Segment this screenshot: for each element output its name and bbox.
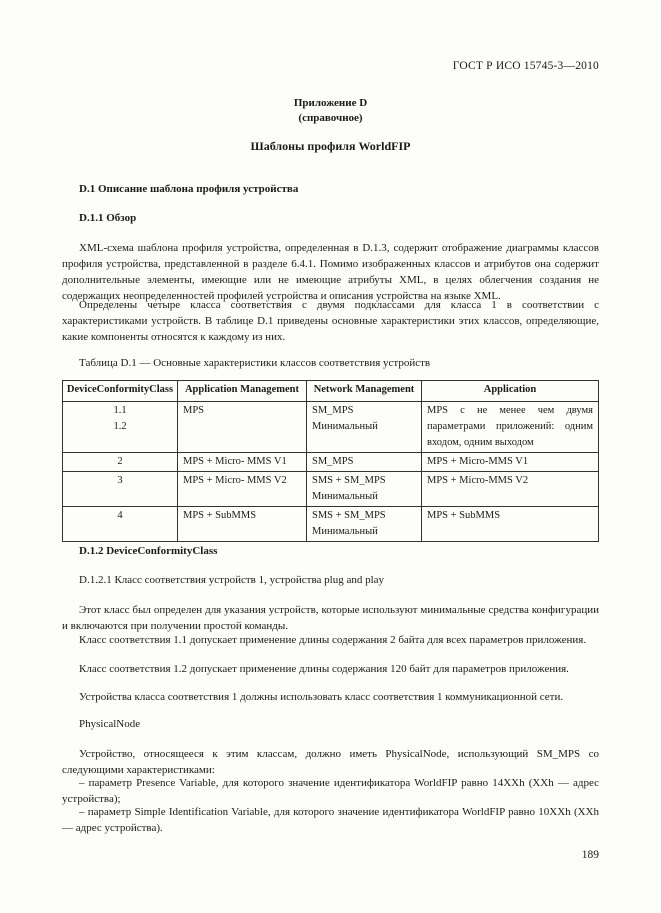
paragraph-conformity-classes: Определены четыре класса соответствия с двумя подклассами для класса 1 в соответствии с характеристиками устройств. В таблице D.1 приведены основные характеристики этих классов, определяющие, какие компоненты относятся к каждому из них. xyxy=(62,299,599,343)
cell-application-management: MPS + Micro- MMS V1 xyxy=(178,453,307,472)
subsection-heading-d1-2-1: D.1.2.1 Класс соответствия устройств 1, устройства plug and play xyxy=(79,574,385,586)
section-heading-d11: D.1.1 Обзор xyxy=(79,212,137,224)
list-item-presence-variable: – параметр Presence Variable, для которого значение идентификатора WorldFIP равно 14XXh (XXh — адрес устройства); xyxy=(62,777,599,805)
paragraph-class-1-network: Устройства класса соответствия 1 должны использовать класс соответствия 1 коммуникационной сети. xyxy=(79,691,564,703)
list-item-identification-variable: – параметр Simple Identification Variable, для которого значение идентификатора WorldFIP равно 10XXh (XXh — адрес устройства). xyxy=(62,806,599,834)
table-header-row xyxy=(63,381,599,402)
network-value: SMS + SM_MPS xyxy=(312,475,386,486)
section-heading-d12: D.1.2 DeviceConformityClass xyxy=(79,545,218,557)
table-row xyxy=(63,472,599,507)
paragraph-class-1-1: Класс соответствия 1.1 допускает применение длины содержания 2 байта для всех параметров приложения. xyxy=(79,634,587,646)
paragraph-physical-node: Устройство, относящееся к этим классам, должно иметь PhysicalNode, использующий SM_MPS со следующими характеристиками: xyxy=(62,748,599,776)
cell-class: 3 xyxy=(63,472,178,507)
paragraph-class-purpose: Этот класс был определен для указания устройств, которые используют минимальные средства конфигурации и включаются при получении простой команды. xyxy=(62,604,599,632)
paragraph-xml-schema: XML-схема шаблона профиля устройства, определенная в D.1.3, содержит отображение диаграммы классов профиля устройства, представленной в разделе 6.4.1. Помимо изображенных классов и атрибутов она содержит дополнительные элементы, имеющие или не имеющие атрибуты XML, в целях облегчения создания не содержащих неопределенностей профилей устройства и описания устройства на языке XML. xyxy=(62,242,599,302)
cell-network-management xyxy=(307,472,422,507)
cell-class: 2 xyxy=(63,453,178,472)
column-header: Application Management xyxy=(178,381,307,402)
table-row xyxy=(63,453,599,472)
table-row xyxy=(63,402,599,453)
network-value: SMS + SM_MPS xyxy=(312,510,386,521)
column-header: Application xyxy=(422,381,599,402)
paragraph-class-1-2: Класс соответствия 1.2 допускает применение длины содержания 120 байт для параметров приложения. xyxy=(79,663,569,675)
table-row xyxy=(63,507,599,542)
annex-label: Приложение D xyxy=(293,97,368,109)
cell-application-management: MPS + Micro- MMS V2 xyxy=(178,472,307,507)
class-value: 1.1 xyxy=(113,405,127,416)
network-level: Минимальный xyxy=(312,421,378,432)
cell-application-management: MPS xyxy=(178,402,307,453)
network-level: Минимальный xyxy=(312,526,378,537)
cell-application: MPS + Micro-MMS V1 xyxy=(422,453,599,472)
column-header: DeviceConformityClass xyxy=(63,381,178,402)
conformity-class-table xyxy=(62,380,599,542)
section-heading-d1: D.1 Описание шаблона профиля устройства xyxy=(79,183,299,195)
network-level: Минимальный xyxy=(312,491,378,502)
column-header: Network Management xyxy=(307,381,422,402)
cell-network-management: SM_MPS xyxy=(307,453,422,472)
network-value: SM_MPS xyxy=(312,405,354,416)
cell-application-management: MPS + SubMMS xyxy=(178,507,307,542)
cell-network-management xyxy=(307,402,422,453)
standard-designation: ГОСТ Р ИСО 15745-3—2010 xyxy=(452,60,599,72)
cell-network-management xyxy=(307,507,422,542)
cell-application: MPS + Micro-MMS V2 xyxy=(422,472,599,507)
page-number: 189 xyxy=(581,849,599,861)
table-caption: Таблица D.1 — Основные характеристики классов соответствия устройств xyxy=(79,357,431,369)
annex-title: Шаблоны профиля WorldFIP xyxy=(250,139,411,153)
cell-class: 4 xyxy=(63,507,178,542)
class-value: 1.2 xyxy=(113,421,127,432)
cell-application: MPS + SubMMS xyxy=(422,507,599,542)
physical-node-heading: PhysicalNode xyxy=(79,718,141,730)
cell-application: MPS с не менее чем двумя параметрами приложений: одним входом, одним выходом xyxy=(422,402,599,453)
cell-class xyxy=(63,402,178,453)
annex-kind: (справочное) xyxy=(298,112,363,124)
